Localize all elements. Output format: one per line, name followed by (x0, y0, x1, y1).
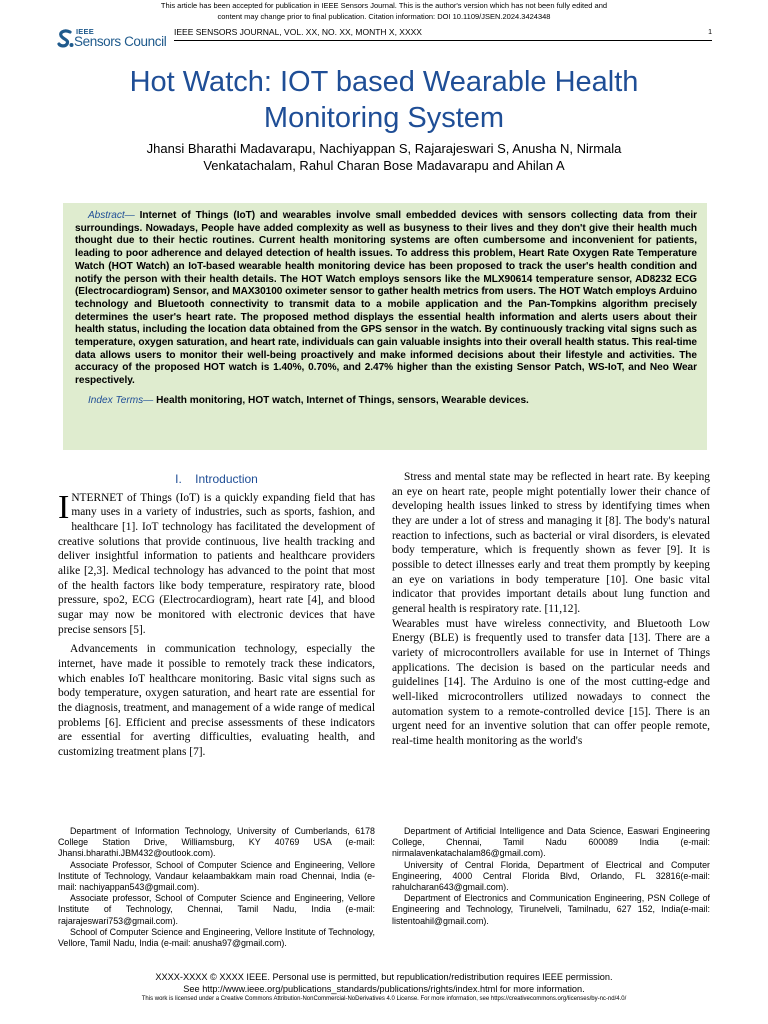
ieee-sensors-council-logo (57, 27, 169, 51)
intro-paragraph-3: Stress and mental state may be reflected in heart rate. By keeping an eye on heart rate, people might potentially lower their chance of developing health issues linked to stress by identifying times when they are under a lot of stress and managing it [8]. The body's natural reaction to infections, such as bacterial or viral disorders, is elevated body temperature, which is frequently shown as fever [9]. It is possible to detect illnesses early and treat them promptly by keeping an eye on variations in body temperature [10]. One basic vital indicator that provides important details about lung function and general health is respiratory rate. [11,12]. (392, 471, 710, 615)
journal-reference: IEEE SENSORS JOURNAL, VOL. XX, NO. XX, MONTH X, XXXX (174, 27, 422, 37)
intro-paragraph-1-text: NTERNET of Things (IoT) is a quickly expanding field that has many uses in a variety of industries, such as sports, fashion, and healthcare [1]. IoT technology has facilitated the development of creative solutions that provide continuous, live health tracking and deliver insightful information to patients and healthcare providers alike [2,3]. Medical technology has advanced to the point that most of the health factors like body temperature, respiratory rate, blood pressure, spo2, ECG (Electrocardiogram), heart rate [4], and blood sugar may now be monitored with electronic devices that have precise sensors [5]. (58, 491, 375, 636)
affiliations-right (392, 826, 710, 927)
affiliation-item: Associate professor, School of Computer Science and Engineering, Vellore Institute of Technology, Chennai, Tamil Nadu, India (e-mail: rajarajeswari753@gmail.com). (58, 893, 375, 926)
page-footer (0, 972, 768, 1004)
abstract-paragraph (75, 210, 697, 388)
publication-notice-line-2: content may change prior to final publication. Citation information: DOI 10.1109/JSEN.2024.3424348 (217, 12, 551, 21)
copyright-line: XXXX-XXXX © XXXX IEEE. Personal use is permitted, but republication/redistribution requires IEEE permission. (155, 972, 613, 982)
abstract-text: Internet of Things (IoT) and wearables involve small embedded devices with sensors collecting data from their surroundings. Nowadays, People have added complexity as well as busyness to their lives and they don't give their health much thought due to their hectic routines. Current health monitoring systems are often cumbersome and inconvenient for patients, leading to poor adherence and delayed detection of health issues. To address this problem, Heart Rate Oxygen Rate Temperature Watch (HOT Watch) an IoT-based wearable health monitoring device has been proposed to track the user's health condition and notify the person with their health details. The HOT Watch employs sensors like the MLX90614 temperature sensor, AD8232 ECG (Electrocardiogram) Sensor, and MAX30100 oximeter sensor to gather health metrics from users. The HOT Watch employs Arduino technology and Bluetooth connectivity to transmit data to a mobile application and the Pan-Tompkins algorithm precisely determines the user's heart rate. The proposed method displays the essential health information and alerts users about their health status, including the location data obtained from the GPS sensor in the watch. By continuously tracking vital signs such as temperature, oxygen saturation, and heart rate, individuals can gain valuable insights into their overall health status. This real-time data allows users to monitor their well-being proactively and make informed decisions about their lifestyle and activities. The accuracy of the proposed HOT watch is 1.40%, 0.70%, and 2.47% higher than the existing Sensor Patch, WS-IoT, and Neo Wear respectively. (75, 210, 697, 387)
drop-cap: I (58, 488, 70, 526)
publication-notice (0, 0, 768, 22)
license-line: This work is licensed under a Creative Commons Attribution-NonCommercial-NoDerivatives 4.0 License. For more information, see https://creativecommons.org/licenses/by-nc-nd/4.0/ (141, 996, 627, 1002)
rights-link-line: See http://www.ieee.org/publications_standards/publications/rights/index.html for more information. (183, 983, 585, 994)
affiliation-item: University of Central Florida, Department of Electrical and Computer Engineering, 4000 Central Florida Blvd, Orlando, FL 32816(e-mail: rahulcharan643@gmail.com). (392, 859, 710, 893)
intro-paragraph-4: Wearables must have wireless connectivity, and Bluetooth Low Energy (BLE) is frequently used to transfer data [13]. There are a variety of microcontrollers available for use in Internet of Things applications. The decision is based on the particular needs and guidelines [14]. The Arduino is one of the most cutting-edge and well-liked microcontrollers utilized nowadays to connect the automation system to a remote-controlled device [15]. There is an urgent need for an inventive solution that can offer people remote, real-time health monitoring as the world's (392, 617, 710, 747)
logo-council-text: Sensors Council (74, 34, 167, 49)
index-terms-label: Index Terms— (88, 394, 154, 406)
intro-paragraph-1 (58, 488, 375, 638)
affiliations-left (58, 826, 375, 949)
abstract-label: Abstract— (88, 210, 135, 221)
affiliation-item: Associate Professor, School of Computer Science and Engineering, Vellore Institute of Technology, Vandaur kelaambakkam main road Chennai, India (e-mail: nachiyappan543@gmail.com). (58, 859, 375, 893)
header-rule (174, 40, 712, 41)
abstract-box (63, 203, 707, 450)
sensors-council-logo-icon (57, 29, 75, 49)
section-heading-introduction: I. Introduction (175, 472, 258, 486)
paper-title: Hot Watch: IOT based Wearable Health Monitoring System (129, 66, 639, 134)
affiliation-item: Department of Information Technology, University of Cumberlands, 6178 College Station Drive, Williamsburg, KY 40769 USA (e-mail: Jhansi.bharathi.JBM432@outlook.com). (58, 826, 375, 859)
publication-notice-line-1: This article has been accepted for publication in IEEE Sensors Journal. This is the author's version which has not been fully edited and (160, 1, 608, 10)
author-list: Jhansi Bharathi Madavarapu, Nachiyappan S, Rajarajeswari S, Anusha N, Nirmala Venkatachalam, Rahul Charan Bose Madavarapu and Ahilan A (146, 141, 622, 173)
body-column-right (392, 470, 710, 748)
page-number: 1 (708, 29, 712, 36)
affiliation-item: Department of Artificial Intelligence and Data Science, Easwari Engineering College, Chennai, Tamil Nadu 600089 India (e-mail: nirmalavenkatachalam86@gmail.com). (392, 826, 710, 859)
page-header (57, 26, 712, 52)
intro-paragraph-2: Advancements in communication technology, especially the internet, have made it possible to remotely track these indicators, which enables IoT healthcare monitoring. Basic vital signs such as body temperature, oxygen saturation, and heart rate are essential for the diagnosis, treatment, and management of a wide range of medical problems [6]. Efficient and precise assessments of these indicators are essential for averting difficulties, evaluating health, and customizing treatment plans [7]. (58, 643, 375, 758)
affiliation-item: School of Computer Science and Engineering, Vellore Institute of Technology, Vellore, Tamil Nadu, India (e-mail: anusha97@gmail.com). (58, 926, 375, 949)
body-column-left (58, 470, 375, 759)
logo-ieee-text: IEEE (76, 27, 94, 36)
index-terms-paragraph (75, 395, 697, 408)
index-terms-text: Health monitoring, HOT watch, Internet of Things, sensors, Wearable devices. (153, 394, 529, 406)
affiliation-item: Department of Electronics and Communication Engineering, PSN College of Engineering and Technology, Tirunelveli, Tamilnadu, 627 152, India(e-mail: listentoahil@gmail.com). (392, 893, 710, 926)
